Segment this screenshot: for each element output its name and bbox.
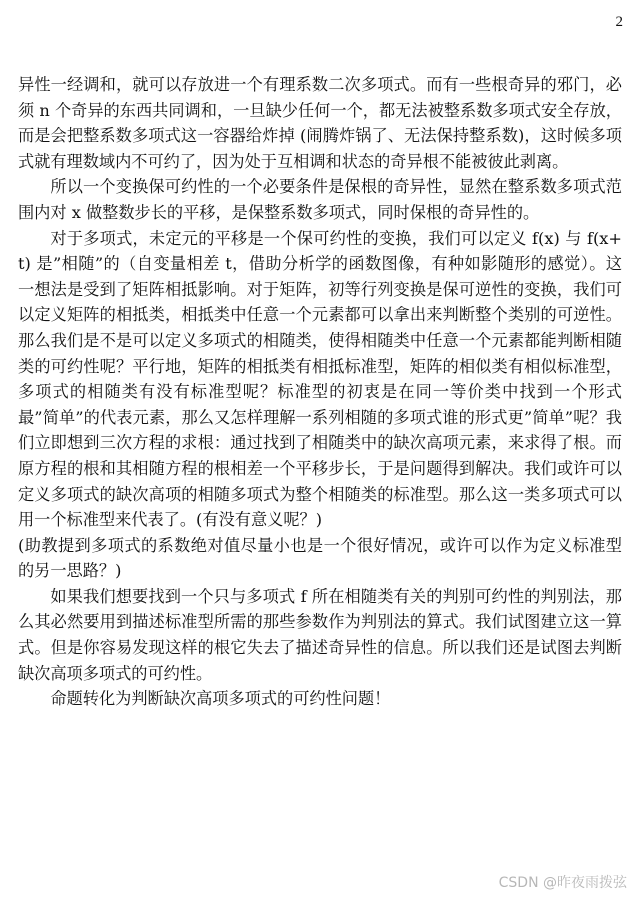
paragraph-conclusion: 命题转化为判断缺次高项多项式的可约性问题！ xyxy=(50,689,391,709)
paragraph: 所以一个变换保可约性的一个必要条件是保根的奇异性，显然在整系数多项式范围内对 x 做整数步长的平移，是保整系数多项式，同时保根的奇异性的。 xyxy=(18,177,622,222)
page-number: 2 xyxy=(615,14,623,30)
paragraph-continuation: 异性一经调和，就可以存放进一个有理系数二次多项式。而有一些根奇异的邪门，必须 n 个奇异的东西共同调和，一旦缺少任何一个，都无法被整系数多项式安全存放，而是会把整系数多项式这一容器给炸掉 (闹腾炸锅了、无法保持整系数)，这时候多项式就有理数域内不可约了，因为处于互相调和状态的奇异根不能被彼此剥离。 xyxy=(18,75,622,171)
csdn-watermark: CSDN @昨夜雨拨弦 xyxy=(498,875,627,891)
document-body xyxy=(18,72,622,712)
paragraph: 如果我们想要找到一个只与多项式 f 所在相随类有关的判别可约性的判别法，那么其必然要用到描述标准型所需的那些参数作为判别法的算式。我们试图建立这一算式。但是你容易发现这样的根它失去了描述奇异性的信息。所以我们还是试图去判断缺次高项多项式的可约性。 xyxy=(18,586,622,683)
paragraph: 对于多项式，未定元的平移是一个保可约性的变换，我们可以定义 f(x) 与 f(x+t) 是”相随”的（自变量相差 t，借助分析学的函数图像，有种如影随形的感觉）。这一想法是受到了矩阵相抵影响。对于矩阵，初等行列变换是保可逆性的变换，我们可以定义矩阵的相抵类，相抵类中任意一个元素都可以拿出来判断整个类别的可逆性。那么我们是不是可以定义多项式的相随类，使得相随类中任意一个元素都能判断相随类的可约性呢？平行地，矩阵的相抵类有相抵标准型，矩阵的相似类有相似标准型，多项式的相随类有没有标准型呢？标准型的初衷是在同一等价类中找到一个形式最”简单”的代表元素，那么又怎样理解一系列相随的多项式谁的形式更”简单”呢？我们立即想到三次方程的求根：通过找到了相随类中的缺次高项元素，来求得了根。而原方程的根和其相随方程的根相差一个平移步长，于是问题得到解决。我们或许可以定义多项式的缺次高项的相随多项式为整个相随类的标准型。那么这一类多项式可以用一个标准型来代表了。(有没有意义呢？) xyxy=(18,228,622,530)
paragraph-note: (助教提到多项式的系数绝对值尽量小也是一个很好情况，或许可以作为定义标准型的另一思路？) xyxy=(18,535,622,581)
